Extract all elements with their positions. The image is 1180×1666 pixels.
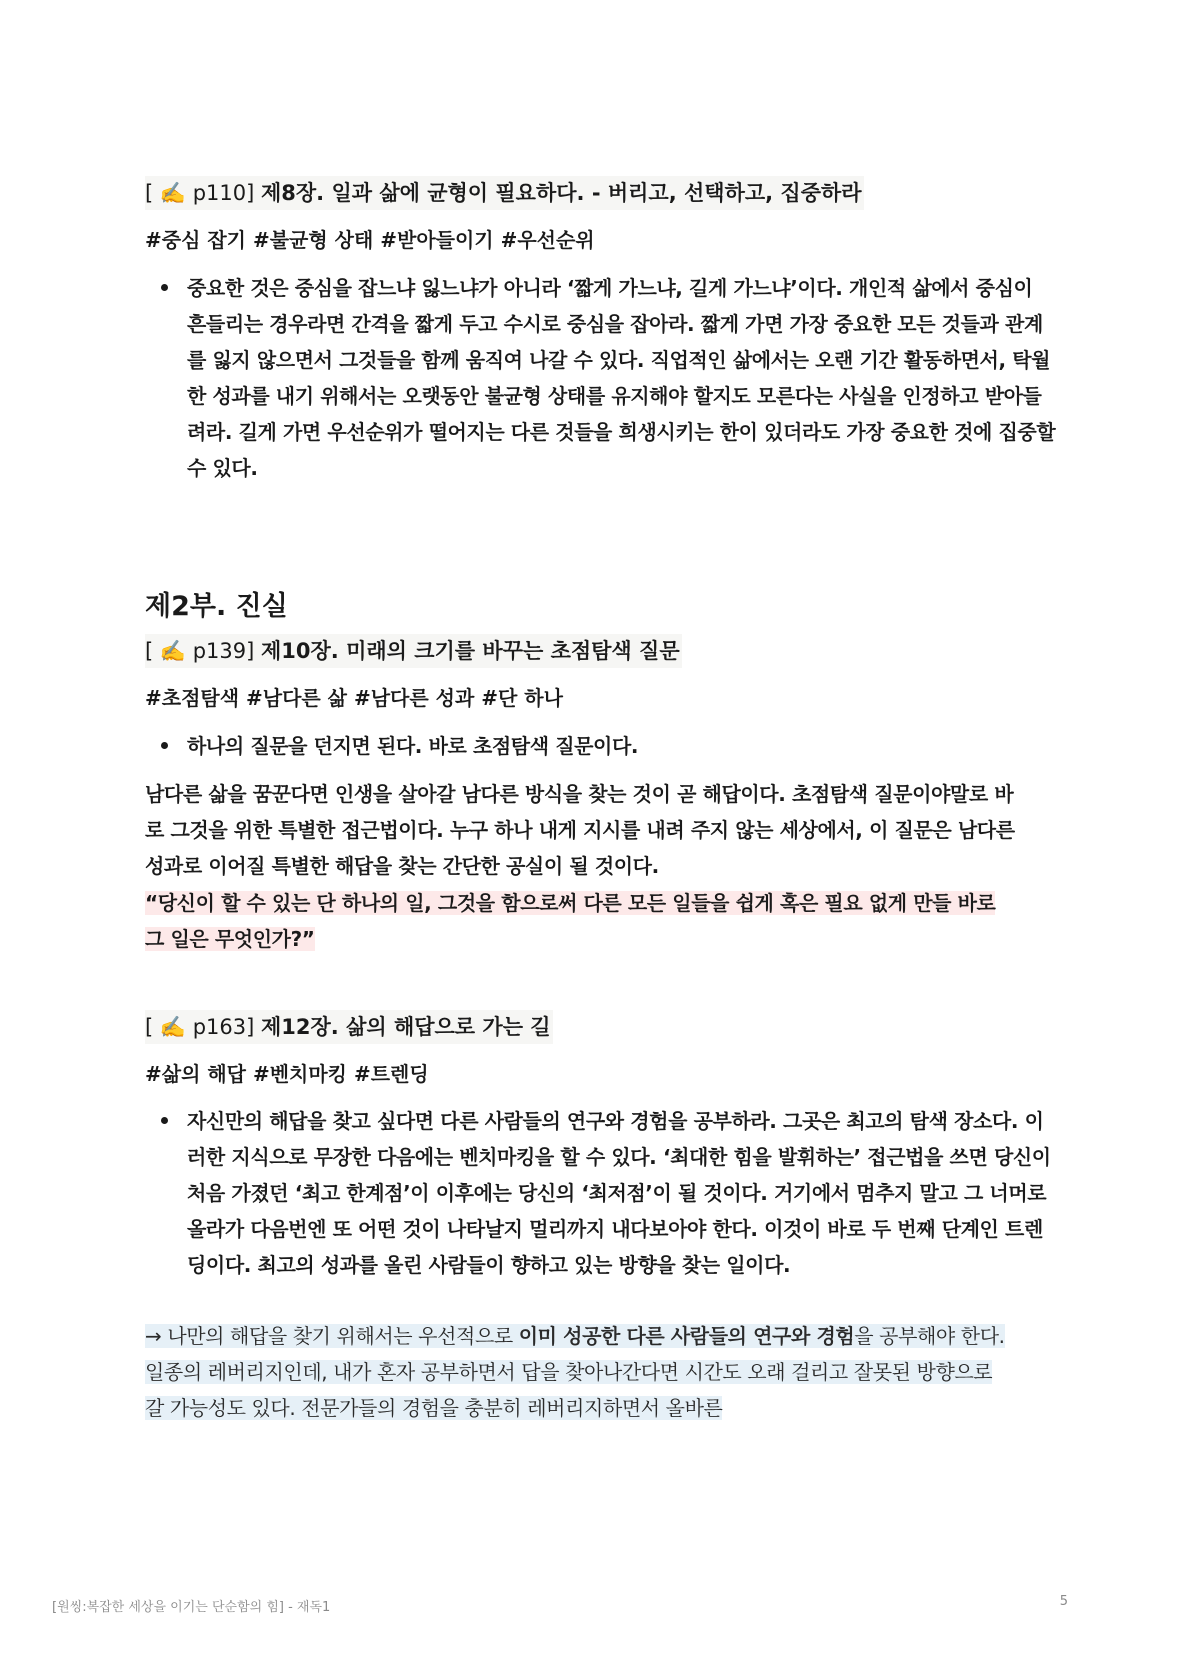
heading-title: 제10장. 미래의 크기를 바꾸는 초점탐색 질문: [260, 639, 680, 663]
takeaway-note: [145, 1318, 1015, 1426]
part-title: 제2부. 진실: [145, 591, 288, 622]
hashtag-line: #삶의 해답 #벤치마킹 #트렌딩: [145, 1062, 429, 1086]
heading-title: 제12장. 삶의 해답으로 가는 길: [260, 1015, 551, 1039]
bullet-text: 자신만의 해답을 찾고 싶다면 다른 사람들의 연구와 경험을 공부하라. 그곳은 최고의 탐색 장소다. 이러한 지식으로 무장한 다음에는 벤치마킹을 할 수 있다. ‘최대한 힘을 발휘하는’ 접근법을 쓰면 당신이 처음 가졌던 ‘최고 한계점’이 이후에는 당신의 ‘최저점’이 될 것이다. 거기에서 멈추지 말고 그 너머로 올라가 다음번엔 또 어떤 것이 나타날지 멀리까지 내다보아야 한다. 이것이 바로 두 번째 단계인 트렌딩이다. 최고의 성과를 올린 사람들이 향하고 있는 방향을 찾는 일이다.: [187, 1109, 1051, 1277]
body-paragraph: [145, 776, 1015, 884]
chapter-heading: [145, 176, 864, 210]
bullet-text: 하나의 질문을 던지면 된다. 바로 초점탐색 질문이다.: [187, 734, 639, 758]
hashtag-line: #중심 잡기 #불균형 상태 #받아들이기 #우선순위: [145, 228, 595, 252]
footer-title: [원씽:복잡한 세상을 이기는 단순함의 힘] - 재독1: [52, 1600, 331, 1615]
bullet-list: [145, 1103, 1057, 1283]
chapter-heading: [145, 634, 682, 668]
page-number: 5: [1059, 1594, 1068, 1609]
bullet-dot: [161, 742, 168, 749]
bullet-list: [145, 270, 1057, 486]
list-item: [187, 270, 1057, 486]
quote-text: “당신이 할 수 있는 단 하나의 일, 그것을 함으로써 다른 모든 일들을 쉽게 혹은 필요 없게 만들 바로 그 일은 무엇인가?”: [145, 891, 996, 951]
body-paragraph-text: 남다른 삶을 꿈꾼다면 인생을 살아갈 남다른 방식을 찾는 것이 곧 해답이다. 초점탐색 질문이야말로 바로 그것을 위한 특별한 접근법이다. 누구 하나 내게 지시를 내려 주지 않는 세상에서, 이 질문은 남다른 성과로 이어질 특별한 해답을 찾는 간단한 공실이 될 것이다.: [145, 782, 1015, 878]
note-highlight: [145, 1324, 1005, 1420]
hashtag-line: #초점탐색 #남다른 삶 #남다른 성과 #단 하나: [145, 686, 563, 710]
section-ch8-heading: [145, 176, 864, 210]
section-ch10-heading: [145, 634, 682, 668]
bullet-list: [145, 728, 1057, 764]
heading-prefix: [ ✍️ p163]: [145, 1015, 261, 1039]
bullet-dot: [161, 284, 168, 291]
list-item: [187, 1103, 1057, 1283]
section-ch12-heading: [145, 1010, 553, 1044]
heading-title: 제8장. 일과 삶에 균형이 필요하다. - 버리고, 선택하고, 집중하라: [260, 181, 862, 205]
note-text-post: 을 공부해야 한다. 일종의 레버리지인데, 내가 혼자 공부하면서 답을 찾아나간다면 시간도 오래 걸리고 잘못된 방향으로 갈 가능성도 있다. 전문가들의 경험을 충분히 레버리지하면서 올바른: [145, 1324, 1005, 1420]
bullet-dot: [161, 1117, 168, 1124]
list-item: [187, 728, 1057, 764]
highlighted-quote: [145, 885, 1015, 957]
heading-prefix: [ ✍️ p110]: [145, 181, 261, 205]
chapter-heading: [145, 1010, 553, 1044]
bullet-text: 중요한 것은 중심을 잡느냐 잃느냐가 아니라 ‘짧게 가느냐, 길게 가느냐’이다. 개인적 삶에서 중심이 흔들리는 경우라면 간격을 짧게 두고 수시로 중심을 잡아라. 짧게 가면 가장 중요한 모든 것들과 관계를 잃지 않으면서 그것들을 함께 움직여 나갈 수 있다. 직업적인 삶에서는 오랜 기간 활동하면서, 탁월한 성과를 내기 위해서는 오랫동안 불균형 상태를 유지해야 할지도 모른다는 사실을 인정하고 받아들려라. 길게 가면 우선순위가 떨어지는 다른 것들을 희생시키는 한이 있더라도 가장 중요한 것에 집중할 수 있다.: [187, 276, 1056, 480]
heading-prefix: [ ✍️ p139]: [145, 639, 261, 663]
note-text-bold: 이미 성공한 다른 사람들의 연구와 경험: [518, 1324, 855, 1348]
note-text-pre: → 나만의 해답을 찾기 위해서는 우선적으로: [145, 1324, 519, 1348]
